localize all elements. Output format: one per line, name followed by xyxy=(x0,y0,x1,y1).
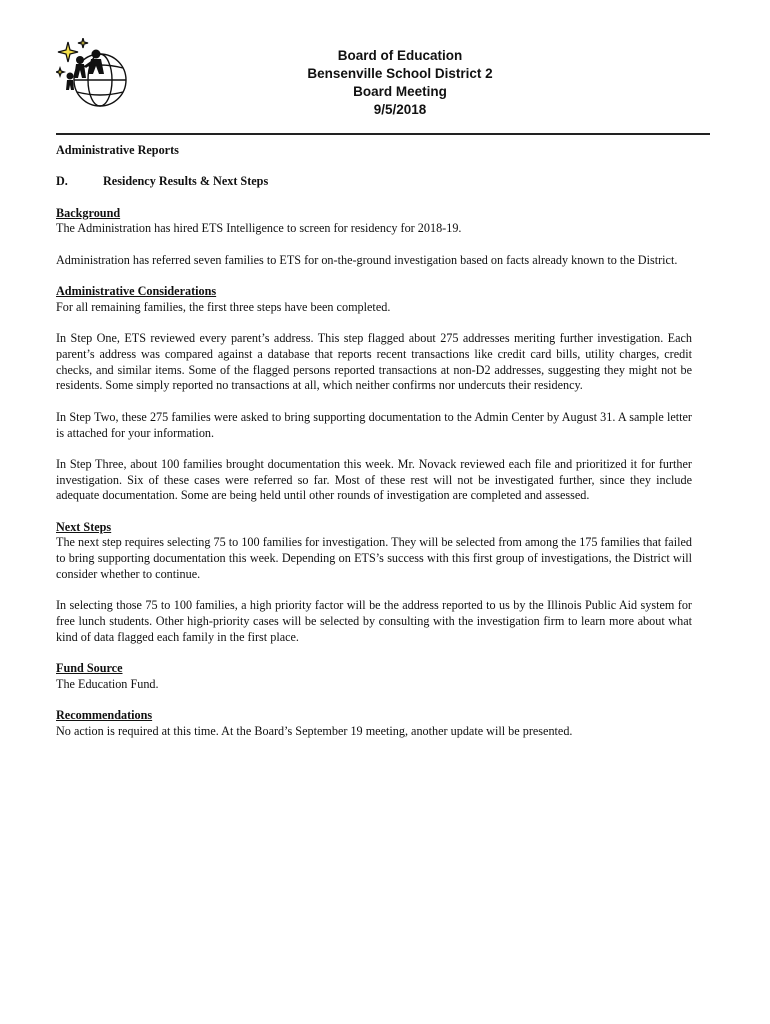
considerations-paragraph-2: In Step One, ETS reviewed every parent’s address. This step flagged about 275 addresses meriting further investigation. Each parent’s address was compared against a database that reports recent transactions like credit card bills, utility charges, credit checks, and similar items. Some of the flagged persons reported transactions at non-D2 addresses, suggesting they might not be residents. Some simply reported no transactions at all, which neither confirms nor undercuts their residency. xyxy=(56,331,692,393)
next-steps-heading: Next Steps xyxy=(56,519,112,534)
agenda-item-number: D. xyxy=(56,174,68,189)
considerations-heading: Administrative Considerations xyxy=(56,284,217,299)
fund-source-paragraph: The Education Fund. xyxy=(56,676,159,691)
agenda-item xyxy=(56,174,692,190)
recommendations-paragraph: No action is required at this time. At the Board’s September 19 meeting, another update will be presented. xyxy=(56,723,573,738)
agenda-item-title: Residency Results & Next Steps xyxy=(103,174,269,189)
report-category: Administrative Reports xyxy=(56,143,179,157)
header-date: 9/5/2018 xyxy=(373,102,427,117)
background-heading: Background xyxy=(56,205,121,220)
considerations-paragraph-1: For all remaining families, the first three steps have been completed. xyxy=(56,299,391,314)
fund-source-heading: Fund Source xyxy=(56,661,123,676)
header-divider xyxy=(56,133,710,135)
next-steps-paragraph-2: In selecting those 75 to 100 families, a high priority factor will be the address reported to us by the Illinois Public Aid system for free lunch students. Other high-priority cases will be selected by consulting with the investigation firm to learn more about what kind of data flagged each family in the first place. xyxy=(56,598,692,644)
document-header xyxy=(190,47,610,119)
document-body xyxy=(56,143,692,755)
considerations-paragraph-3: In Step Two, these 275 families were asked to bring supporting documentation to the Admin Center by August 31. A sample letter is attached for your information. xyxy=(56,409,692,440)
district-logo-icon xyxy=(56,38,132,114)
background-paragraph-1: The Administration has hired ETS Intelligence to screen for residency for 2018-19. xyxy=(56,221,462,236)
header-district: Bensenville School District 2 xyxy=(307,66,493,81)
next-steps-paragraph-1: The next step requires selecting 75 to 100 families for investigation. They will be selected from among the 175 families that failed to bring supporting documentation this week. Depending on ETS’s success with this first group of investigations, the District will consider whether to continue. xyxy=(56,535,692,581)
background-paragraph-2: Administration has referred seven families to ETS for on-the-ground investigation based on facts already known to the District. xyxy=(56,252,678,267)
considerations-paragraph-4: In Step Three, about 100 families brought documentation this week. Mr. Novack reviewed each file and prioritized it for further investigation. Six of these cases were referred so far. Most of these rest will not be investigated further, since they include adequate documentation. Some are being held until other rounds of investigation are completed and assessed. xyxy=(56,456,692,503)
recommendations-heading: Recommendations xyxy=(56,708,153,723)
header-meeting: Board Meeting xyxy=(353,84,447,99)
header-organization: Board of Education xyxy=(337,48,463,63)
